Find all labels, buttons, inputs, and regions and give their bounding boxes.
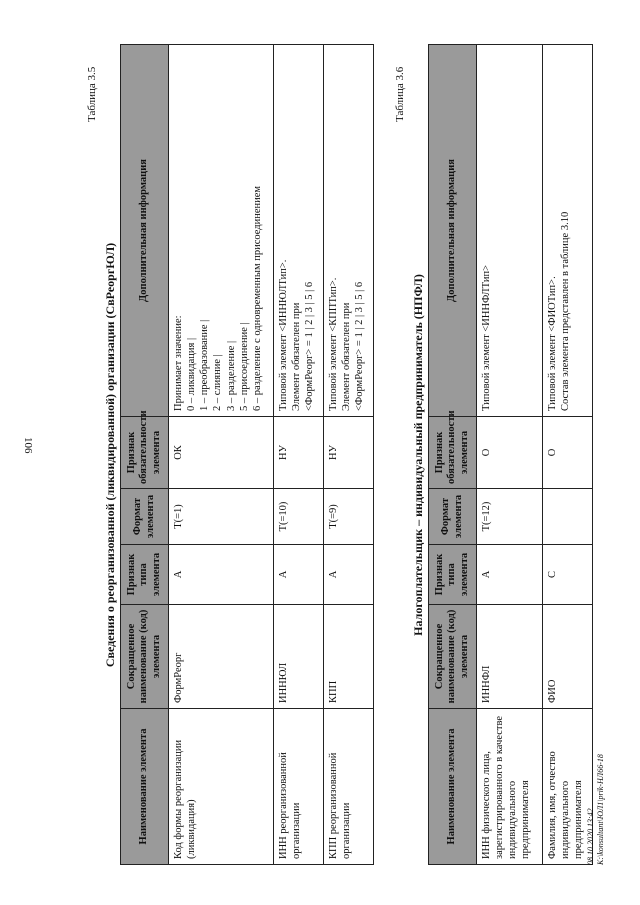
- cell-type: А: [169, 545, 274, 605]
- info-line: <ФормРеорг> = 1 | 2 | 3 | 5 | 6: [304, 281, 316, 411]
- header-element-format: Формат элемента: [121, 489, 169, 545]
- info-line: 2 – слияние |: [212, 354, 224, 411]
- footer-stamp: [586, 754, 605, 865]
- info-line: Состав элемента представлен в таблице 3.10: [560, 211, 572, 411]
- cell-required: НУ: [274, 417, 324, 489]
- table-3-5-title: Сведения о реорганизованной (ликвидированной) организации (СвРеоргЮЛ): [103, 242, 117, 668]
- cell-format: [543, 489, 593, 545]
- header-element-name: Наименование элемента: [121, 709, 169, 865]
- info-line: 3 – разделение |: [225, 340, 237, 411]
- info-line: Типовой элемент <КППТип>.: [328, 277, 339, 411]
- cell-required: НУ: [324, 417, 374, 489]
- cell-format: T(=10): [274, 489, 324, 545]
- table-3-6-label: Таблица 3.6: [394, 66, 406, 122]
- info-line: Типовой элемент <ИННЮЛТип>.: [278, 259, 289, 411]
- header-element-name: Наименование элемента: [429, 709, 477, 865]
- cell-info: [543, 45, 593, 417]
- info-line: Элемент обязателен при: [341, 302, 353, 411]
- header-additional-info: Дополнительная информация: [121, 45, 169, 417]
- header-element-required: Признак обязательности элемента: [121, 417, 169, 489]
- cell-type: А: [324, 545, 374, 605]
- info-line: 6 – разделение с одновременным присоединением: [251, 185, 263, 411]
- footer-date: 08.10.2020 13:42: [586, 808, 595, 865]
- cell-info: [169, 45, 274, 417]
- table-3-6: [428, 44, 593, 865]
- table-3-5-label: Таблица 3.5: [86, 66, 98, 122]
- cell-format: T(=9): [324, 489, 374, 545]
- cell-type: А: [274, 545, 324, 605]
- info-line: 1 – преобразование |: [199, 319, 211, 411]
- header-element-format: Формат элемента: [429, 489, 477, 545]
- cell-format: T(=1): [169, 489, 274, 545]
- cell-code: ИННЮЛ: [274, 605, 324, 709]
- page-number: 106: [22, 437, 34, 454]
- header-element-type: Признак типа элемента: [429, 545, 477, 605]
- info-line: 5 – присоединение |: [238, 322, 250, 411]
- cell-required: ОК: [169, 417, 274, 489]
- info-line: Типовой элемент <ИННФЛТип>: [481, 265, 492, 411]
- cell-code: ИННФЛ: [477, 605, 543, 709]
- cell-code: КПП: [324, 605, 374, 709]
- cell-name: КПП реорганизованной организации: [324, 709, 374, 865]
- table-3-6-header-row: [429, 45, 477, 865]
- cell-name: ИНН реорганизованной организации: [274, 709, 324, 865]
- cell-name: Код формы реорганизации (ликвидация): [169, 709, 274, 865]
- cell-info: [274, 45, 324, 417]
- cell-info: [324, 45, 374, 417]
- header-additional-info: Дополнительная информация: [429, 45, 477, 417]
- cell-name: Фамилия, имя, отчество индивидуального предпринимателя: [543, 709, 593, 865]
- cell-info: [477, 45, 543, 417]
- header-element-required: Признак обязательности элемента: [429, 417, 477, 489]
- cell-required: О: [543, 417, 593, 489]
- cell-format: T(=12): [477, 489, 543, 545]
- header-element-code: Сокращенное наименование (код) элемента: [121, 605, 169, 709]
- header-element-code: Сокращенное наименование (код) элемента: [429, 605, 477, 709]
- cell-code: ФормРеорг: [169, 605, 274, 709]
- cell-type: А: [477, 545, 543, 605]
- info-line: Принимает значение:: [173, 315, 184, 411]
- table-row: [274, 45, 324, 865]
- info-line: 0 – ликвидация |: [186, 337, 198, 411]
- table-3-5: [120, 44, 374, 865]
- info-line: Типовой элемент <ФИОТип>.: [547, 276, 558, 411]
- footer-path: K:\konsultant\ЮЛ1\prik-НЛ66-18: [595, 754, 605, 865]
- info-line: <ФормРеорг> = 1 | 2 | 3 | 5 | 6: [354, 281, 366, 411]
- cell-required: О: [477, 417, 543, 489]
- info-line: Элемент обязателен при: [291, 302, 303, 411]
- cell-type: С: [543, 545, 593, 605]
- table-row: [324, 45, 374, 865]
- table-3-5-header-row: [121, 45, 169, 865]
- cell-code: ФИО: [543, 605, 593, 709]
- header-element-type: Признак типа элемента: [121, 545, 169, 605]
- table-row: [169, 45, 274, 865]
- cell-name: ИНН физического лица, зарегистрированного в качестве индивидуального предпринимателя: [477, 709, 543, 865]
- table-row: [477, 45, 543, 865]
- table-3-6-title: Налогоплательщик – индивидуальный предприниматель (НПФЛ): [411, 274, 425, 636]
- table-row: [543, 45, 593, 865]
